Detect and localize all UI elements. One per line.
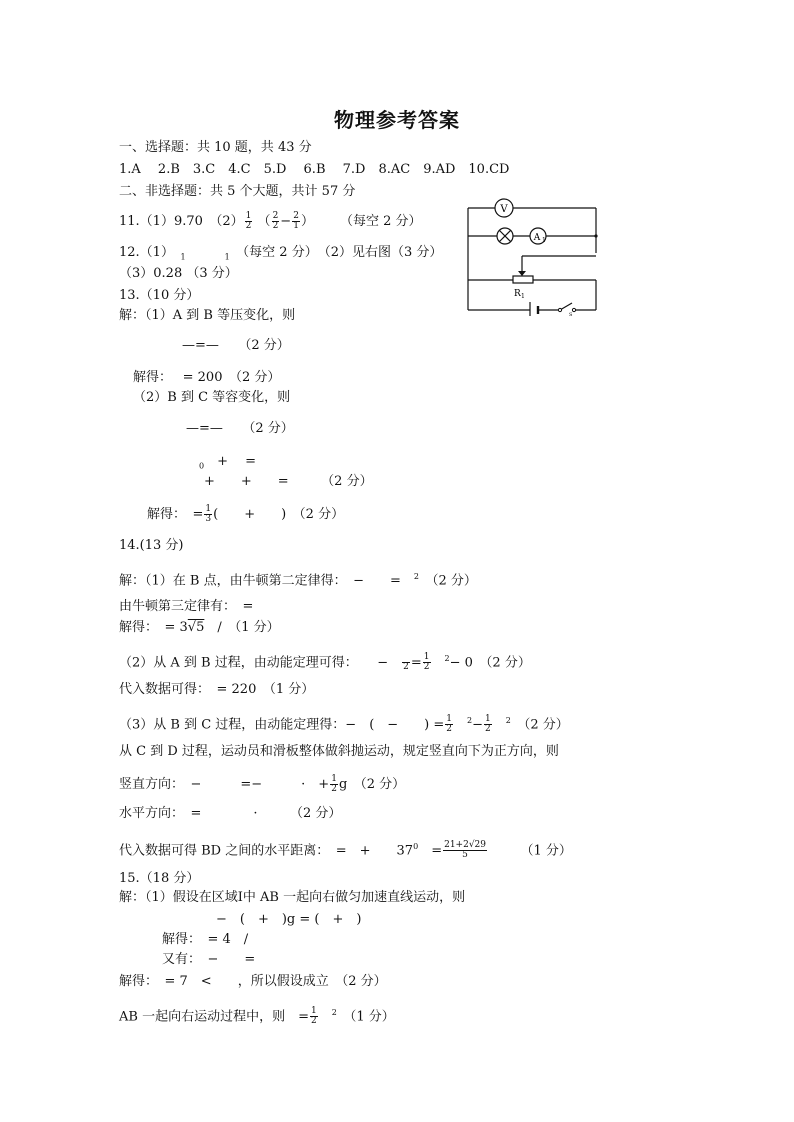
q13-header: 13.（10 分） xyxy=(119,288,200,303)
q13-eq4: + + = （2 分） xyxy=(204,474,373,489)
q15-step2: − ( + )g = ( + ) xyxy=(216,912,362,927)
q14-step8-a: 竖直方向： − =− · + xyxy=(119,777,330,792)
q14-step6-b: − xyxy=(472,717,484,733)
section-choice-header: 一、选择题：共 10 题，共 43 分 xyxy=(119,140,312,155)
q13-result2 xyxy=(147,505,344,524)
q11-frac-2: $\frac{2}{1}$ xyxy=(293,211,299,231)
q14-deg: 0 xyxy=(413,842,419,851)
q13-eq1: —=— （2 分） xyxy=(182,338,290,353)
q14-frac-half-c: $\frac{1}{2}$ xyxy=(485,714,491,735)
q13-sub0-a: 0 xyxy=(199,461,205,471)
q15-step6 xyxy=(119,1005,395,1026)
q14-step10 xyxy=(119,839,572,860)
q14-step7: 从 C 到 D 过程，运动员和滑板整体做斜抛运动，规定竖直向下为正方向，则 xyxy=(119,744,559,759)
q14-header: 14.(13 分) xyxy=(119,538,184,553)
q12-sub-b: 1 xyxy=(224,252,230,262)
q15-header: 15.（18 分） xyxy=(119,871,200,886)
q14-step4-sup: 2 xyxy=(444,654,450,663)
switch-label: S xyxy=(569,312,573,316)
circuit-diagram xyxy=(462,198,604,316)
q15-step6-b: （1 分） xyxy=(349,1009,395,1025)
ammeter-label: A xyxy=(533,233,541,243)
rheostat-icon xyxy=(513,276,533,283)
q13-result2-b: ( + ) （2 分） xyxy=(213,507,345,522)
q12-label: 12.（1） xyxy=(119,245,181,260)
q12-text: （每空 2 分） （2）见右图（3 分） xyxy=(229,245,443,260)
q14-step3 xyxy=(119,620,280,636)
q13-eq3 xyxy=(199,454,256,475)
q11-paren-open: （ xyxy=(257,214,271,229)
q14-step6-a: （3）从 B 到 C 过程，由动能定理得：− ( − ) = xyxy=(119,717,445,733)
voltmeter-label: V xyxy=(500,204,508,215)
q14-step10-b: = xyxy=(431,843,443,859)
q12-line2: （3）0.28 （3 分） xyxy=(119,266,238,281)
q14-frac-blank: 2 xyxy=(402,653,410,672)
q14-step9: 水平方向： = · （2 分） xyxy=(119,806,342,821)
q14-sup2: 2 xyxy=(413,572,419,581)
q13-eq2: —=— （2 分） xyxy=(186,421,294,436)
q14-step5: 代入数据可得： = 220 （1 分） xyxy=(119,682,315,697)
q11-part3: ） （每空 2 分） xyxy=(300,214,422,229)
q12-line1 xyxy=(119,245,442,266)
choice-answers: 1.A 2.B 3.C 4.C 5.D 6.B 7.D 8.AC 9.AD 10.CD xyxy=(119,162,510,177)
q15-step5: 解得： = 7 < ，所以假设成立 （2 分） xyxy=(119,974,387,989)
q14-frac-half-b: $\frac{1}{2}$ xyxy=(446,714,452,735)
q14-step4 xyxy=(119,651,531,672)
q14-step1 xyxy=(119,569,477,589)
q13-frac-third: $\frac{1}{3}$ xyxy=(205,504,212,524)
rheostat-label: R xyxy=(514,289,521,299)
q14-step6-sup-a: 2 xyxy=(467,716,473,725)
q14-step10-c: （1 分） xyxy=(527,843,572,859)
q14-sqrt5: √5 xyxy=(187,620,205,635)
q11-frac-half: $\frac{1}{2}$ xyxy=(245,211,252,231)
q13-step1: 解：（1）A 到 B 等压变化，则 xyxy=(119,308,296,323)
q14-step6-c: （2 分） xyxy=(523,717,569,733)
q14-step3-b: ∕ （1 分） xyxy=(204,620,280,635)
q12-sub-a: 1 xyxy=(180,252,186,262)
q14-step4-b: = xyxy=(410,655,422,671)
q14-step8 xyxy=(119,775,405,794)
q14-step6 xyxy=(119,713,569,734)
q14-step3-a: 解得： = 3 xyxy=(119,620,188,635)
ammeter-sub: 1 xyxy=(542,237,546,244)
q13-eq3-text: + = xyxy=(217,454,257,469)
q15-step1: 解：（1）假设在区域Ⅰ中 AB 一起向右做匀加速直线运动，则 xyxy=(119,890,466,905)
q14-step1-b: （2 分） xyxy=(431,573,477,589)
q14-step10-a: 代入数据可得 BD 之间的水平距离： = + 37 xyxy=(119,843,414,859)
q14-step6-sup-b: 2 xyxy=(505,716,511,725)
q11-part1: 11.（1）9.70 （2） xyxy=(119,214,244,229)
rheostat-sub: 1 xyxy=(521,293,525,300)
q15-step3: 解得： = 4 / xyxy=(162,932,249,947)
page-title: 物理参考答案 xyxy=(334,108,460,132)
q11-frac-1: $\frac{2}{2}$ xyxy=(272,211,279,231)
rheostat-slider-icon xyxy=(518,271,526,276)
q14-frac-half-d: $\frac{1}{2}$ xyxy=(331,774,337,794)
q14-step2: 由牛顿第三定律有： = xyxy=(119,599,254,614)
q14-step8-b: g （2 分） xyxy=(338,777,406,792)
switch-icon xyxy=(558,308,561,311)
q15-step4: 又有： − = xyxy=(162,952,256,967)
q13-result1: 解得： = 200 （2 分） xyxy=(133,370,281,385)
q14-step4-c: − 0 （2 分） xyxy=(449,655,531,671)
q13-result2-a: 解得： = xyxy=(147,507,204,522)
q14-step4-a: （2）从 A 到 B 过程，由动能定理可得： − xyxy=(119,655,402,671)
q15-sup2: 2 xyxy=(331,1008,337,1017)
q14-frac-half-a: $\frac{1}{2}$ xyxy=(423,652,430,673)
q15-frac-half: $\frac{1}{2}$ xyxy=(310,1006,317,1027)
q14-step1-a: 解：（1）在 B 点，由牛顿第二定律得： − = xyxy=(119,573,414,589)
q11-line: 11.（1）9.70 （2） $\frac{1}{2}$ （ $\frac{2}{2}$ − $\frac{2}{1}$ ） （每空 2 分） xyxy=(119,211,422,231)
q14-frac-bd: $\frac{21+2√29}{5}$ xyxy=(444,840,486,861)
q13-step2: （2）B 到 C 等容变化，则 xyxy=(133,390,291,405)
section-nonchoice-header: 二、非选择题：共 5 个大题，共计 57 分 xyxy=(119,184,356,199)
q15-step6-a: AB 一起向右运动过程中，则 = xyxy=(119,1009,309,1025)
